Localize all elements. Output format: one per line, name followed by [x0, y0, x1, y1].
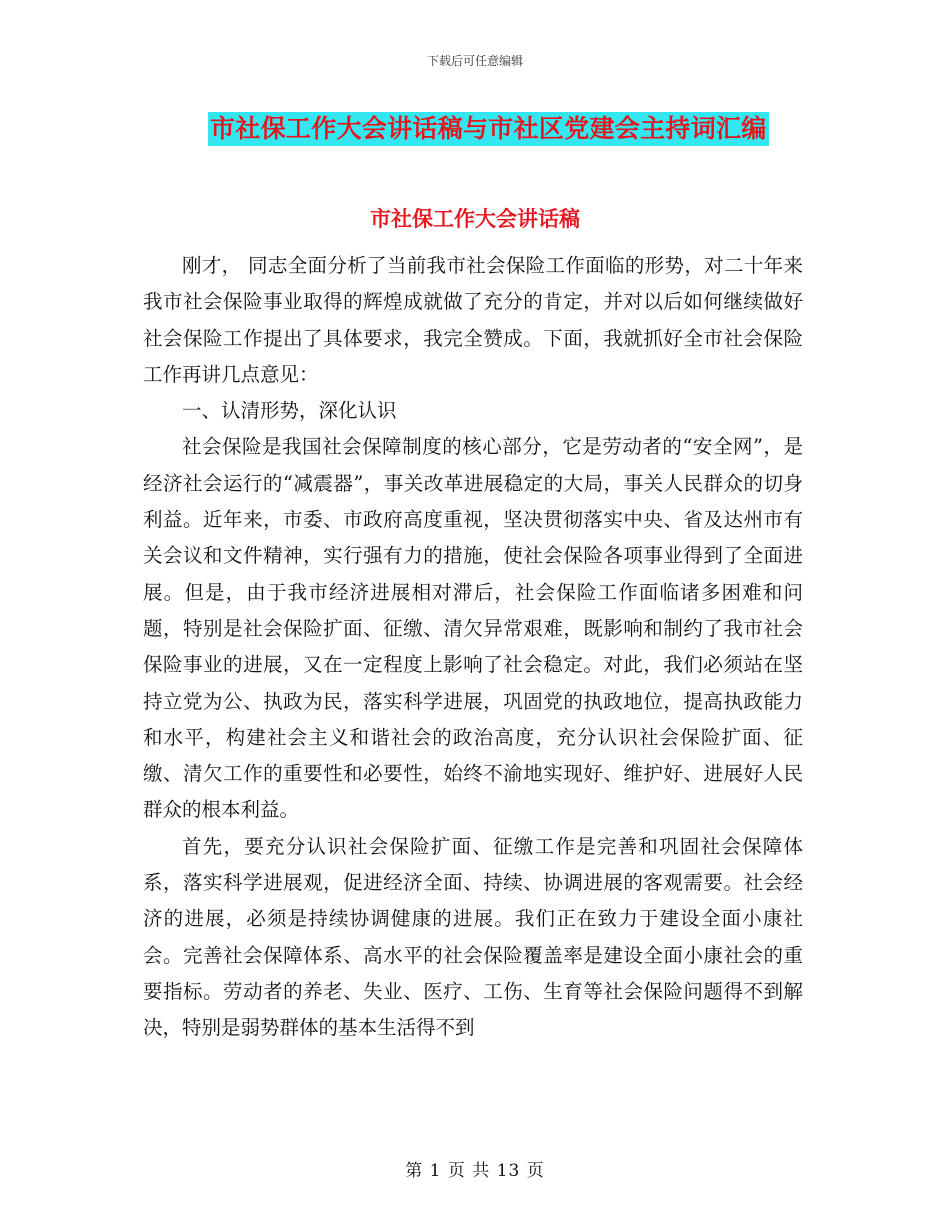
paragraph-intro: 刚才， 同志全面分析了当前我市社会保险工作面临的形势，对二十年来我市社会保险事业取得的辉煌成就做了充分的肯定，并对以后如何继续做好社会保险工作提出了具体要求，我完全赞成。下面，我就抓好全市社会保险工作再讲几点意见：	[143, 254, 803, 386]
document-sub-title: 市社保工作大会讲话稿	[370, 207, 580, 231]
document-body	[143, 248, 803, 1047]
section-heading-1: 一、认清形势，深化认识	[182, 399, 397, 423]
header-note: 下载后可任意编辑	[426, 54, 523, 68]
document-main-title: 市社保工作大会讲话稿与市社区党建会主持词汇编	[208, 112, 769, 146]
page-indicator: 第 1 页 共 13 页	[405, 1161, 545, 1181]
paragraph-first-point: 首先，要充分认识社会保险扩面、征缴工作是完善和巩固社会保障体系，落实科学进展观，促进经济全面、持续、协调进展的客观需要。社会经济的进展，必须是持续协调健康的进展。我们正在致力于建设全面小康社会。完善社会保障体系、高水平的社会保险覆盖率是建设全面小康社会的重要指标。劳动者的养老、失业、医疗、工伤、生育等社会保险问题得不到解决，特别是弱势群体的基本生活得不到	[143, 834, 803, 1040]
paragraph-social-insurance: 社会保险是我国社会保障制度的核心部分，它是劳动者的“安全网”，是经济社会运行的“减震器”，事关改革进展稳定的大局，事关人民群众的切身利益。近年来，市委、市政府高度重视，坚决贯彻落实中央、省及达州市有关会议和文件精神，实行强有力的措施，使社会保险各项事业得到了全面进展。但是，由于我市经济进展相对滞后，社会保险工作面临诸多困难和问题，特别是社会保险扩面、征缴、清欠异常艰难，既影响和制约了我市社会保险事业的进展，又在一定程度上影响了社会稳定。对此，我们必须站在坚持立党为公、执政为民，落实科学进展，巩固党的执政地位，提高执政能力和水平，构建社会主义和谐社会的政治高度，充分认识社会保险扩面、征缴、清欠工作的重要性和必要性，始终不渝地实现好、维护好、进展好人民群众的根本利益。	[143, 435, 803, 822]
